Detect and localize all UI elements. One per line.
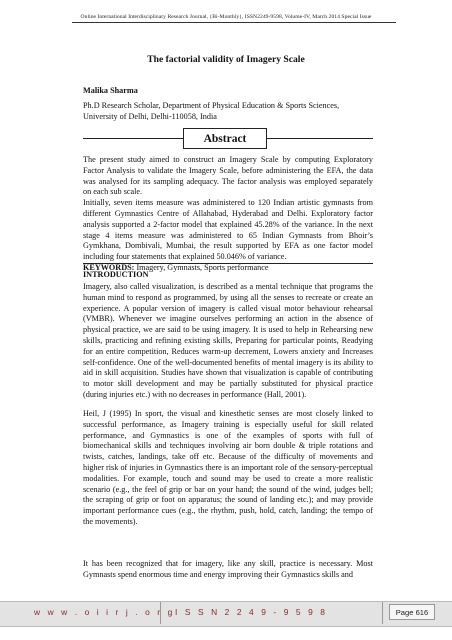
running-head: Online International Interdisciplinary Research Journal, {Bi-Monthly}, ISSN2249-9598, Volume-IV, March 2014 Special Issue <box>80 14 372 20</box>
footer-website: w w w . o i i r j . o r g <box>34 607 175 617</box>
paper-title: The factorial validity of Imagery Scale <box>147 54 305 65</box>
abstract-heading: Abstract <box>183 128 267 149</box>
affiliation-line: Ph.D Research Scholar, Department of Physical Education & Sports Sciences, <box>83 101 340 110</box>
abstract-rule-left <box>83 138 184 139</box>
page-number: Page 616 <box>389 604 435 620</box>
section-divider <box>83 263 373 264</box>
section-heading: INTRODUCTION <box>83 270 149 279</box>
abstract-rule-right <box>266 138 373 139</box>
keywords-label: KEYWORDS: <box>83 262 135 272</box>
footer-separator <box>382 602 383 624</box>
footer-separator <box>160 602 161 624</box>
intro-paragraph: It has been recognized that for imagery, like any skill, practice is necessary. Most Gymnasts spend enormous time and energy improving their Gymnastics skills and <box>83 559 373 579</box>
abstract-paragraph: Initially, seven items measure was administered to 120 Indian artistic gymnasts from different Gymnastics Centre of Allahabad, Hyderabad and Delhi. Exploratory factor analysis supported a 2-factor model that explained 45.28% of the variance. In the next stage 4 items measure was administered to 65 Indian Gymnasts from Bhoir’s Gymkhana, Dombivali, Mumbai, the result supported by EFA as one factor model including four statements that explained 50.046% of variance. <box>83 198 373 262</box>
abstract-body <box>83 155 373 274</box>
keywords-text: Imagery, Gymnasts, Sports performance <box>134 262 269 272</box>
author-name: Malika Sharma <box>83 86 138 95</box>
header-divider <box>72 22 396 23</box>
abstract-paragraph: The present study aimed to construct an Imagery Scale by computing Exploratory Factor Analysis to validate the Imagery Scale, before administering the EFA, the data was analysed for its sampling adequacy. The factor analysis was employed separately on each sub scale. <box>83 155 373 197</box>
footer-issn: I S S N 2 2 4 9 - 9 5 9 8 <box>175 607 328 617</box>
intro-paragraph: Heil, J (1995) In sport, the visual and kinesthetic senses are most closely linked to successful performance, as Imagery training is especially useful for skill related performance, and Gymnastics is one of the examples of sports with full of biomechanical skills and techniques involving air born double & triple rotations and twists, catches, landings, take off etc. Because of the difficulty of movements and higher risk of injuries in Gymnastics there is an important role of the sensory-perceptual modalities. For example, touch and sound may be used to create a more realistic scenario (e.g., the feel of grip or bar on your hand; the sound of the wind, judges bell; the scraping of grip or foot on apparatus; the sound of landing etc.); and may provide important performance cues (e.g., the rhythm, push, hold, catch, landing; the tempo of the movements). <box>83 409 373 526</box>
intro-paragraph: Imagery, also called visualization, is described as a mental technique that programs the human mind to respond as programmed, by using all the senses to recreate or create an experience. A popular version of imagery is called visual motor behaviour rehearsal (VMBR). Whenever we imagine ourselves performing an action in the absence of physical practice, we are said to be using imagery. It is used to help in Rehearsing new skills, practicing and refining existing skills, Preparing for particular points, Readying for an entire competition, Reduces warm-up decrement, Lowers anxiety and Increases self-confidence. One of the well-documented benefits of mental imagery is its ability to aid in skill acquisition. Studies have shown that visualization is capable of contributing to motor skill development and may be partially substituted for physical practice (during injuries etc.) with no decreases in performance (Hall, 2001). <box>83 282 373 399</box>
affiliation-line: University of Delhi, Delhi-110058, India <box>83 112 217 121</box>
